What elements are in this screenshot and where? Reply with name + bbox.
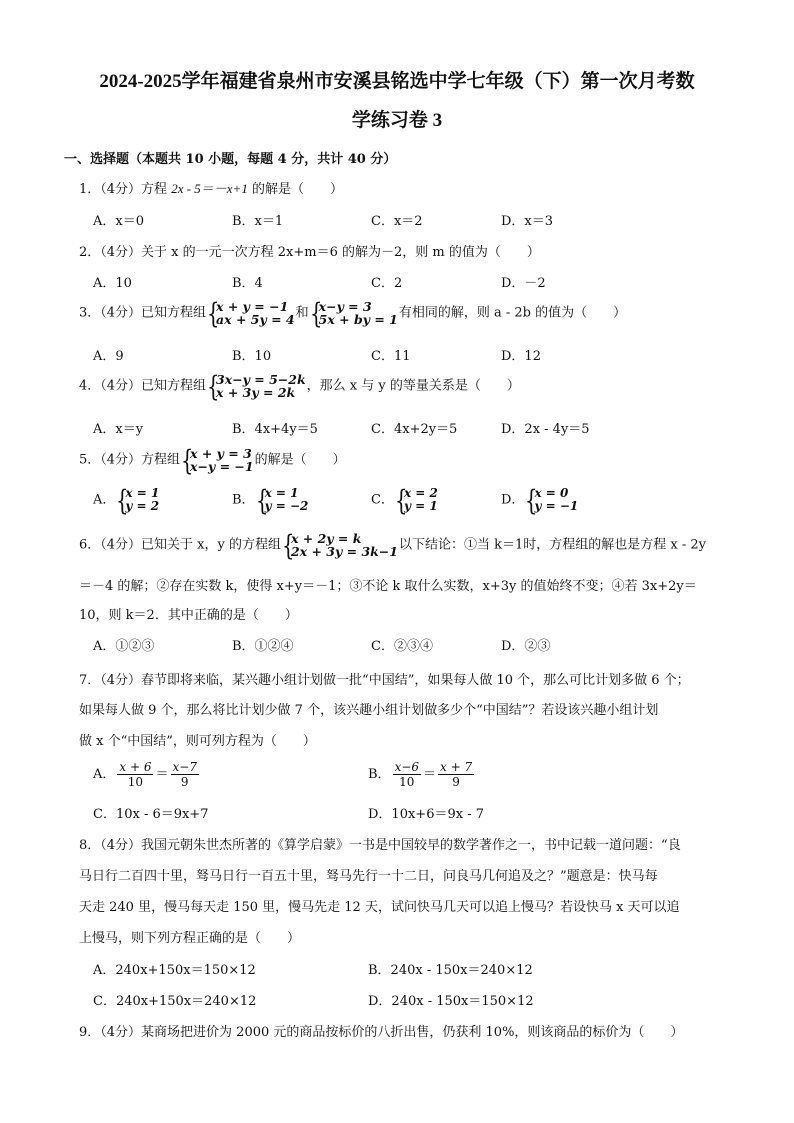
q1-option-d: D．x＝3 [501,214,554,229]
equation-row: 3x−y = 5−2k [216,372,306,387]
q8-option-c: C．240x+150x＝240×12 [93,994,257,1009]
q3-option-c: C．11 [371,349,411,364]
option-label: A． [93,767,116,782]
q6-option-b: B．①②④ [232,639,294,654]
numerator: x−6 [394,760,420,774]
question-2: 2．（4分）关于 x 的一元一次方程 2x+m＝6 的解为－2，则 m 的值为（ ） [79,245,540,260]
question-3-mid: 和 [295,305,309,321]
question-8-line2: 马日行二百四十里，驽马日行一百五十里，驽马先行一十二日，问良马几何追及之？”题意是：快马每 [79,869,658,884]
question-9: 9．（4分）某商场把进价为 2000 元的商品按标价的八折出售，仍获利 10%，则该商品的标价为（ ） [79,1025,684,1040]
q2-option-d: D．－2 [501,276,546,291]
question-8-line4: 上慢马，则下列方程正确的是（ ） [79,931,301,946]
question-3 [79,297,627,330]
equation-row: x−y = −1 [190,459,254,474]
equation-row: y = −2 [264,499,309,513]
q6-option-c: C．②③④ [371,639,433,654]
numerator: x + 6 [119,760,152,774]
option-label: A． [93,492,116,508]
question-1-suffix: 的解是（ ） [247,182,343,197]
equation-system: { x + y = 3 x−y = −1 [181,444,254,477]
q8-option-d: D．240x - 150x＝150×12 [368,994,534,1009]
equation-system: { x + 2y = k 2x + 3y = 3k−1 [281,529,398,562]
question-3-suffix: 有相同的解，则 a - 2b 的值为（ ） [398,305,627,321]
question-3-prefix: 3．（4分）已知方程组 [79,305,207,321]
equation-row: x = 1 [264,486,299,500]
fraction [171,760,199,789]
question-4-prefix: 4．（4分）已知方程组 [79,378,207,394]
q4-option-c: C．4x+2y＝5 [371,422,458,437]
denominator: 10 [399,775,415,789]
q7-option-c: C．10x - 6＝9x+7 [93,807,209,822]
option-system: { x = 2 y = 1 [394,484,438,517]
q6-option-a: A．①②③ [93,639,155,654]
fraction [438,760,474,789]
equation-row: x = 1 [125,486,160,500]
question-6-prefix: 6．（4分）已知关于 x，y 的方程组 [79,537,281,553]
question-7-line3: 做 x 个“中国结”，则可列方程为（ ） [79,734,316,749]
q1-option-c: C．x＝2 [371,214,423,229]
q2-option-a: A．10 [93,276,132,291]
option-label: D． [501,492,525,508]
q6-option-d: D．②③ [501,639,551,654]
q4-option-d: D．2x - 4y＝5 [501,422,590,437]
paper-title-line1: 2024-2025学年福建省泉州市安溪县铭选中学七年级（下）第一次月考数 [99,71,695,92]
equals-sign: ＝ [155,767,169,782]
denominator: 10 [127,775,144,789]
question-5-suffix: 的解是（ ） [254,452,346,468]
question-1-equation: 2x - 5＝－x+1 [171,181,248,196]
question-1-prefix: 1．（4分）方程 [79,182,172,197]
question-1 [79,178,343,197]
q7-option-a [93,760,201,789]
equation-row: x + y = −1 [216,299,289,314]
fraction [117,760,153,789]
equation-system: { 3x−y = 5−2k x + 3y = 2k [207,370,306,403]
equation-row: 5x + by = 1 [318,312,398,327]
q4-option-a: A．x＝y [93,422,144,437]
q5-option-d [501,484,579,517]
denominator: 9 [180,775,189,789]
q1-option-a: A．x＝0 [93,214,144,229]
question-7-line2: 如果每人做 9 个，那么将比计划少做 7 个，该兴趣小组计划做多少个“中国结”？若设该兴趣小组计划 [79,703,659,718]
question-8: 8．（4分）我国元朝朱世杰所著的《算学启蒙》一书是中国较早的数学著作之一，书中记载一道问题：“良 [79,838,681,853]
numerator: x + 7 [440,760,473,774]
equation-row: y = 2 [125,499,160,513]
q3-option-b: B．10 [232,349,272,364]
option-label: C． [371,492,394,508]
question-5 [79,444,346,477]
equation-row: y = 1 [403,499,438,513]
question-6-line3: 10，则 k＝2．其中正确的是（ ） [79,608,298,623]
q4-option-b: B．4x+4y＝5 [232,422,318,437]
question-5-prefix: 5．（4分）方程组 [79,452,181,468]
q5-option-c [371,484,439,517]
section-heading: 一、选择题（本题共 10 小题，每题 4 分，共计 40 分） [64,152,397,167]
equation-row: x + y = 3 [190,446,252,461]
numerator: x−7 [172,760,197,774]
fraction [393,760,421,789]
q7-option-b [368,760,476,789]
option-system: { x = 1 y = 2 [116,484,160,517]
denominator: 9 [452,775,460,789]
question-6-line2: ＝－4 的解；②存在实数 k，使得 x+y＝－1；③不论 k 取什么实数，x+3y 的值始终不变；④若 3x+2y＝ [79,579,697,594]
q2-option-b: B．4 [232,276,263,291]
option-label: B． [368,767,391,782]
q1-option-b: B．x＝1 [232,214,284,229]
equation-row: x = 0 [534,486,569,500]
question-6-suffix: 以下结论：①当 k＝1时，方程组的解也是方程 x - 2y [398,537,707,553]
equation-row: x + 3y = 2k [216,385,296,400]
equation-system: { x−y = 3 5x + by = 1 [309,297,398,330]
q8-option-a: A．240x+150x＝150×12 [93,963,256,978]
equation-row: y = −1 [534,499,579,513]
question-7: 7．（4分）春节即将来临，某兴趣小组计划做一批“中国结”，如果每人做 10 个，那么可比计划多做 6 个； [79,673,690,688]
option-system: { x = 1 y = −2 [255,484,309,517]
option-system: { x = 0 y = −1 [525,484,579,517]
equation-row: x = 2 [403,486,438,500]
equation-row: x + 2y = k [290,531,362,546]
question-8-line3: 天走 240 里，慢马每天走 150 里，慢马先走 12 天，试问快马几天可以追上慢马？若设快马 x 天可以追 [79,900,680,915]
q7-option-d: D．10x+6＝9x - 7 [368,807,484,822]
equation-row: 2x + 3y = 3k−1 [290,544,398,559]
q3-option-d: D．12 [501,349,541,364]
q5-option-a [93,484,160,517]
question-4 [79,370,520,403]
question-4-suffix: ，那么 x 与 y 的等量关系是（ ） [306,378,520,394]
q5-option-b [232,484,309,517]
q8-option-b: B．240x - 150x＝240×12 [368,963,533,978]
equation-row: x−y = 3 [318,299,372,314]
q2-option-c: C．2 [371,276,403,291]
equals-sign: ＝ [423,767,437,782]
equation-row: ax + 5y = 4 [216,312,295,327]
option-label: B． [232,492,255,508]
question-6 [79,529,707,562]
q3-option-a: A．9 [93,349,124,364]
equation-system: { x + y = −1 ax + 5y = 4 [207,297,295,330]
paper-title-line2: 学练习卷 3 [351,110,443,131]
